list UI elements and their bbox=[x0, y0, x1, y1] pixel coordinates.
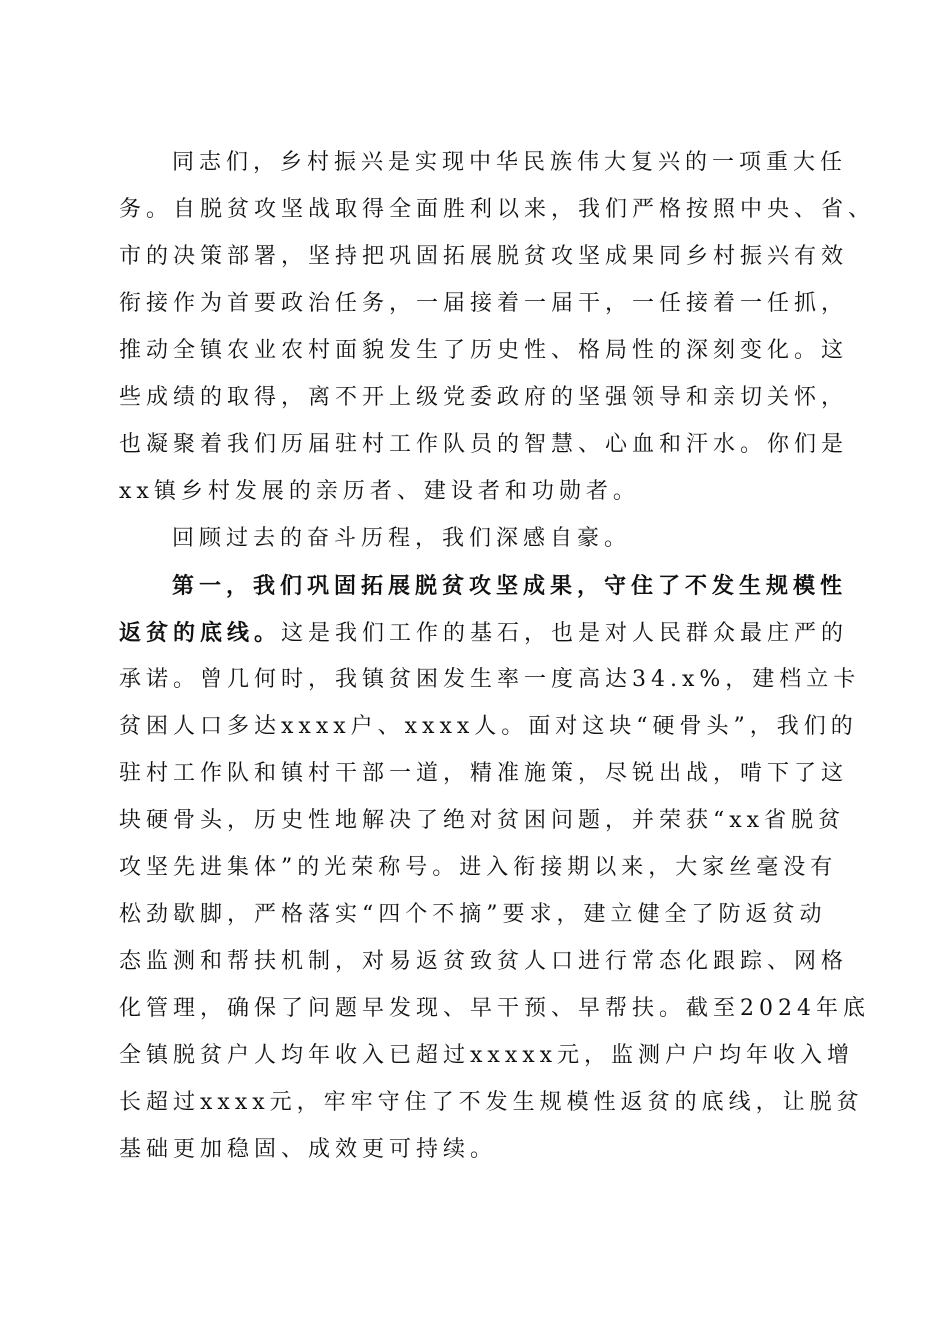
text-line: 长超过xxxx元，牢牢守住了不发生规模性返贫的底线，让脱贫 bbox=[119, 1090, 864, 1115]
text-line: 态监测和帮扶机制，对易返贫致贫人口进行常态化跟踪、网格 bbox=[119, 949, 849, 974]
text-span: 这是我们工作的基石，也是对人民群众最庄严的 bbox=[281, 621, 849, 646]
text-line: 些成绩的取得，离不开上级党委政府的坚强领导和亲切关怀， bbox=[119, 385, 849, 410]
text-line bbox=[119, 618, 848, 649]
bold-heading-line: 第一，我们巩固拓展脱贫攻坚成果，守住了不发生规模性 bbox=[172, 573, 848, 599]
text-line: 贫困人口多达xxxx户、xxxx人。面对这块“硬骨头”，我们的 bbox=[119, 714, 858, 739]
text-line: 块硬骨头，历史性地解决了绝对贫困问题，并荣获“xx省脱贫 bbox=[119, 808, 846, 833]
text-line: 承诺。曾几何时，我镇贫困发生率一度高达34.x%，建档立卡 bbox=[119, 667, 861, 692]
text-line: 攻坚先进集体”的光荣称号。进入衔接期以来，大家丝毫没有 bbox=[119, 855, 838, 880]
text-line: 松劲歇脚，严格落实“四个不摘”要求，建立健全了防返贫动 bbox=[119, 902, 827, 927]
text-line: 市的决策部署，坚持把巩固拓展脱贫攻坚成果同乡村振兴有效 bbox=[119, 244, 849, 269]
text-line: 化管理，确保了问题早发现、早干预、早帮扶。截至2024年底 bbox=[119, 996, 870, 1021]
text-line: 推动全镇农业农村面貌发生了历史性、格局性的深刻变化。这 bbox=[119, 338, 849, 363]
bold-heading-end: 返贫的底线。 bbox=[119, 620, 282, 646]
text-line: 基础更加稳固、成效更可持续。 bbox=[119, 1137, 498, 1162]
text-line: 也凝聚着我们历届驻村工作队员的智慧、心血和汗水。你们是 bbox=[119, 432, 849, 457]
text-line: 衔接作为首要政治任务，一届接着一届干，一任接着一任抓， bbox=[119, 291, 849, 316]
text-line: 驻村工作队和镇村干部一道，精准施策，尽锐出战，啃下了这 bbox=[119, 761, 849, 786]
text-line: xx镇乡村发展的亲历者、建设者和功勋者。 bbox=[119, 479, 640, 504]
text-line: 回顾过去的奋斗历程，我们深感自豪。 bbox=[172, 526, 632, 551]
text-line: 同志们，乡村振兴是实现中华民族伟大复兴的一项重大任 bbox=[172, 150, 848, 175]
text-line: 务。自脱贫攻坚战取得全面胜利以来，我们严格按照中央、省、 bbox=[119, 197, 876, 222]
text-line: 全镇脱贫户人均年收入已超过xxxxx元，监测户户均年收入增 bbox=[119, 1043, 855, 1068]
